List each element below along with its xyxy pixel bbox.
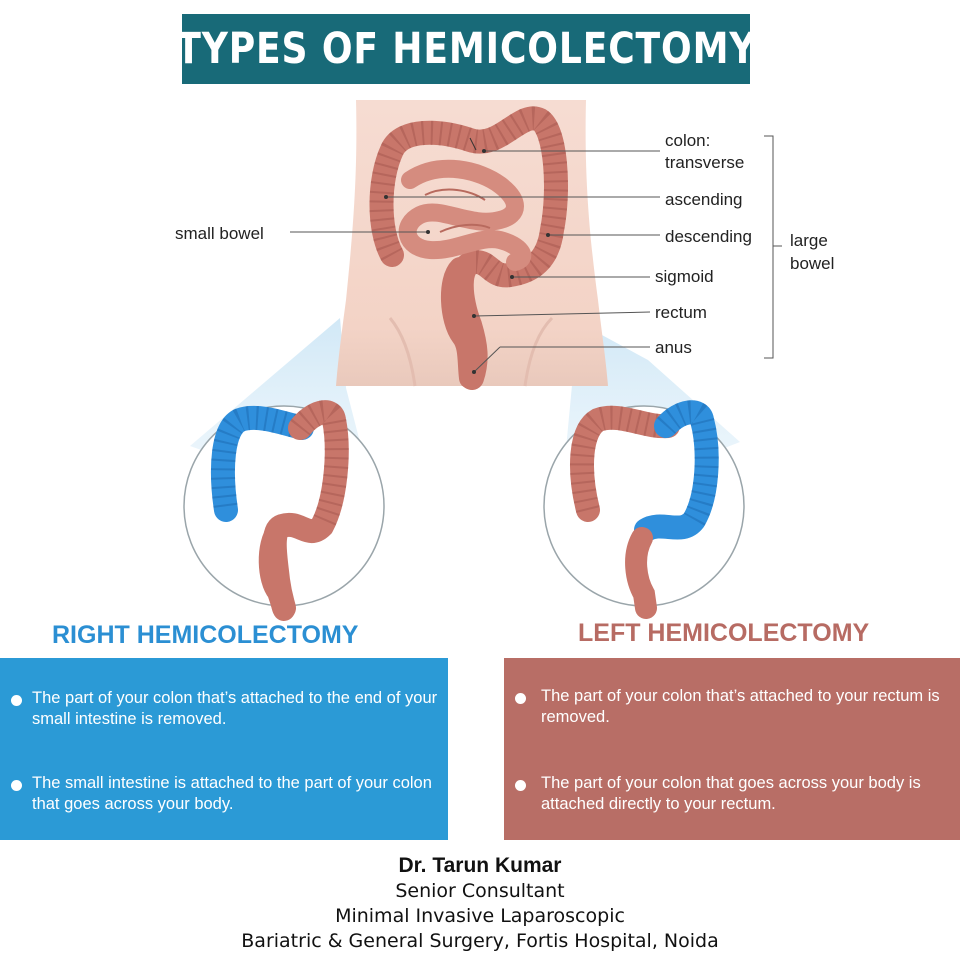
author-affiliation: Bariatric & General Surgery, Fortis Hospital, Noida [241, 930, 719, 952]
list-item [0, 688, 440, 729]
bullet-text: The small intestine is attached to the part of your colon that goes across your body. [32, 774, 432, 813]
author-name: Dr. Tarun Kumar [398, 854, 562, 877]
title-banner [175, 14, 757, 84]
bullet-text: The part of your colon that’s attached to the end of your small intestine is removed. [32, 689, 438, 728]
label-small-bowel: small bowel [175, 224, 264, 243]
right-hemicolectomy-panel [0, 658, 448, 840]
label-transverse: transverse [665, 153, 745, 172]
list-item [504, 686, 952, 727]
list-item [504, 773, 952, 814]
label-colon: colon: [665, 131, 711, 150]
bullet-text: The part of your colon that goes across your body is attached directly to your rectum. [541, 774, 921, 813]
label-rectum: rectum [655, 303, 707, 322]
left-hemicolectomy-panel [504, 658, 960, 840]
bullet-icon [515, 780, 526, 791]
left-hemicolectomy-heading: LEFT HEMICOLECTOMY [578, 619, 870, 647]
label-anus: anus [655, 338, 692, 357]
bullet-icon [11, 780, 22, 791]
left-hemicolectomy-diagram [544, 406, 744, 608]
bullet-text: The part of your colon that’s attached to your rectum is removed. [541, 687, 940, 726]
bullet-icon [11, 695, 22, 706]
label-sigmoid: sigmoid [655, 267, 714, 286]
bullet-icon [515, 693, 526, 704]
author-specialty: Minimal Invasive Laparoscopic [335, 905, 625, 927]
right-hemicolectomy-heading: RIGHT HEMICOLECTOMY [52, 621, 359, 649]
label-descending: descending [665, 227, 752, 246]
label-large: large [790, 231, 828, 250]
list-item [0, 773, 440, 814]
label-ascending: ascending [665, 190, 743, 209]
page-title: TYPES OF HEMICOLECTOMY [175, 24, 757, 74]
label-bowel: bowel [790, 254, 835, 273]
right-hemicolectomy-diagram [184, 406, 384, 610]
author-title: Senior Consultant [395, 880, 565, 902]
